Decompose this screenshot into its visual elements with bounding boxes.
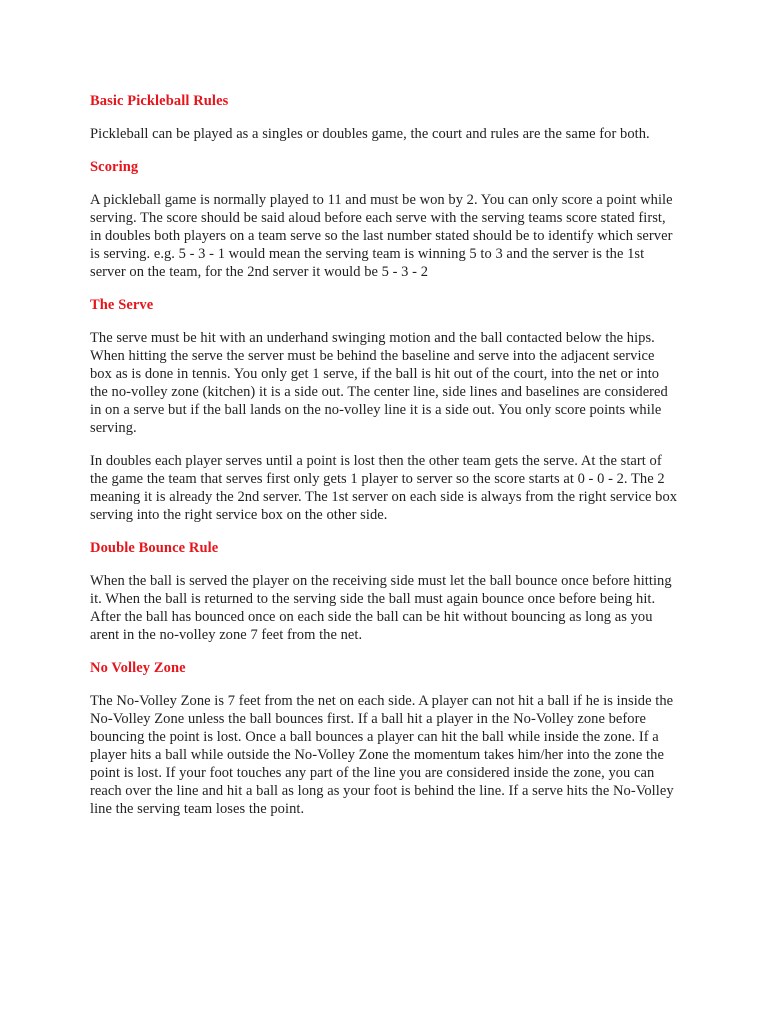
scoring-paragraph: A pickleball game is normally played to 11 and must be won by 2. You can only score a point while serving. The score should be said aloud before each serve with the serving teams score stated first, in doubles both players on a team serve so the last number stated should be to identify which server is serving. e.g. 5 - 3 - 1 would mean the serving team is winning 5 to 3 and the server is the 1st server on the team, for the 2nd server it would be 5 - 3 - 2 <box>90 192 673 280</box>
document-title: Basic Pickleball Rules <box>90 93 229 109</box>
section-heading-the-serve: The Serve <box>90 297 154 313</box>
section-no-volley-zone <box>90 659 680 818</box>
serve-paragraph-1: The serve must be hit with an underhand swinging motion and the ball contacted below the hips. When hitting the serve the server must be behind the baseline and serve into the adjacent service box as is done in tennis. You only get 1 serve, if the ball is hit out of the court, into the net or into the no-volley zone (kitchen) it is a side out. The center line, side lines and baselines are considered in on a serve but if the ball lands on the no-volley line it is a side out. You only score points while serving. <box>90 330 668 436</box>
no-volley-zone-paragraph: The No-Volley Zone is 7 feet from the net on each side. A player can not hit a ball if he is inside the No-Volley Zone unless the ball bounces first. If a ball hit a player in the No-Volley zone before bouncing the point is lost. Once a ball bounces a player can hit the ball while inside the zone. If a player hits a ball while outside the No-Volley Zone the momentum takes him/her into the zone the point is lost. If your foot touches any part of the line you are considered inside the zone, you can reach over the line and hit a ball as long as your foot is behind the line. If a serve hits the No-Volley line the serving team loses the point. <box>90 693 674 817</box>
section-double-bounce-rule <box>90 539 680 644</box>
double-bounce-paragraph: When the ball is served the player on the receiving side must let the ball bounce once before hitting it. When the ball is returned to the serving side the ball must again bounce once before being hit. After the ball has bounced once on each side the ball can be hit without bouncing as long as you arent in the no-volley zone 7 feet from the net. <box>90 573 672 643</box>
serve-paragraph-2: In doubles each player serves until a point is lost then the other team gets the serve. At the start of the game the team that serves first only gets 1 player to server so the score starts at 0 - 0 - 2. The 2 meaning it is already the 2nd server. The 1st server on each side is always from the right service box serving into the right service box on the other side. <box>90 453 678 523</box>
section-the-serve <box>90 296 680 524</box>
section-heading-scoring: Scoring <box>90 159 139 175</box>
document-page <box>90 92 680 833</box>
section-heading-double-bounce-rule: Double Bounce Rule <box>90 540 219 556</box>
section-heading-no-volley-zone: No Volley Zone <box>90 660 186 676</box>
section-scoring <box>90 158 680 281</box>
intro-paragraph: Pickleball can be played as a singles or doubles game, the court and rules are the same for both. <box>90 126 650 142</box>
